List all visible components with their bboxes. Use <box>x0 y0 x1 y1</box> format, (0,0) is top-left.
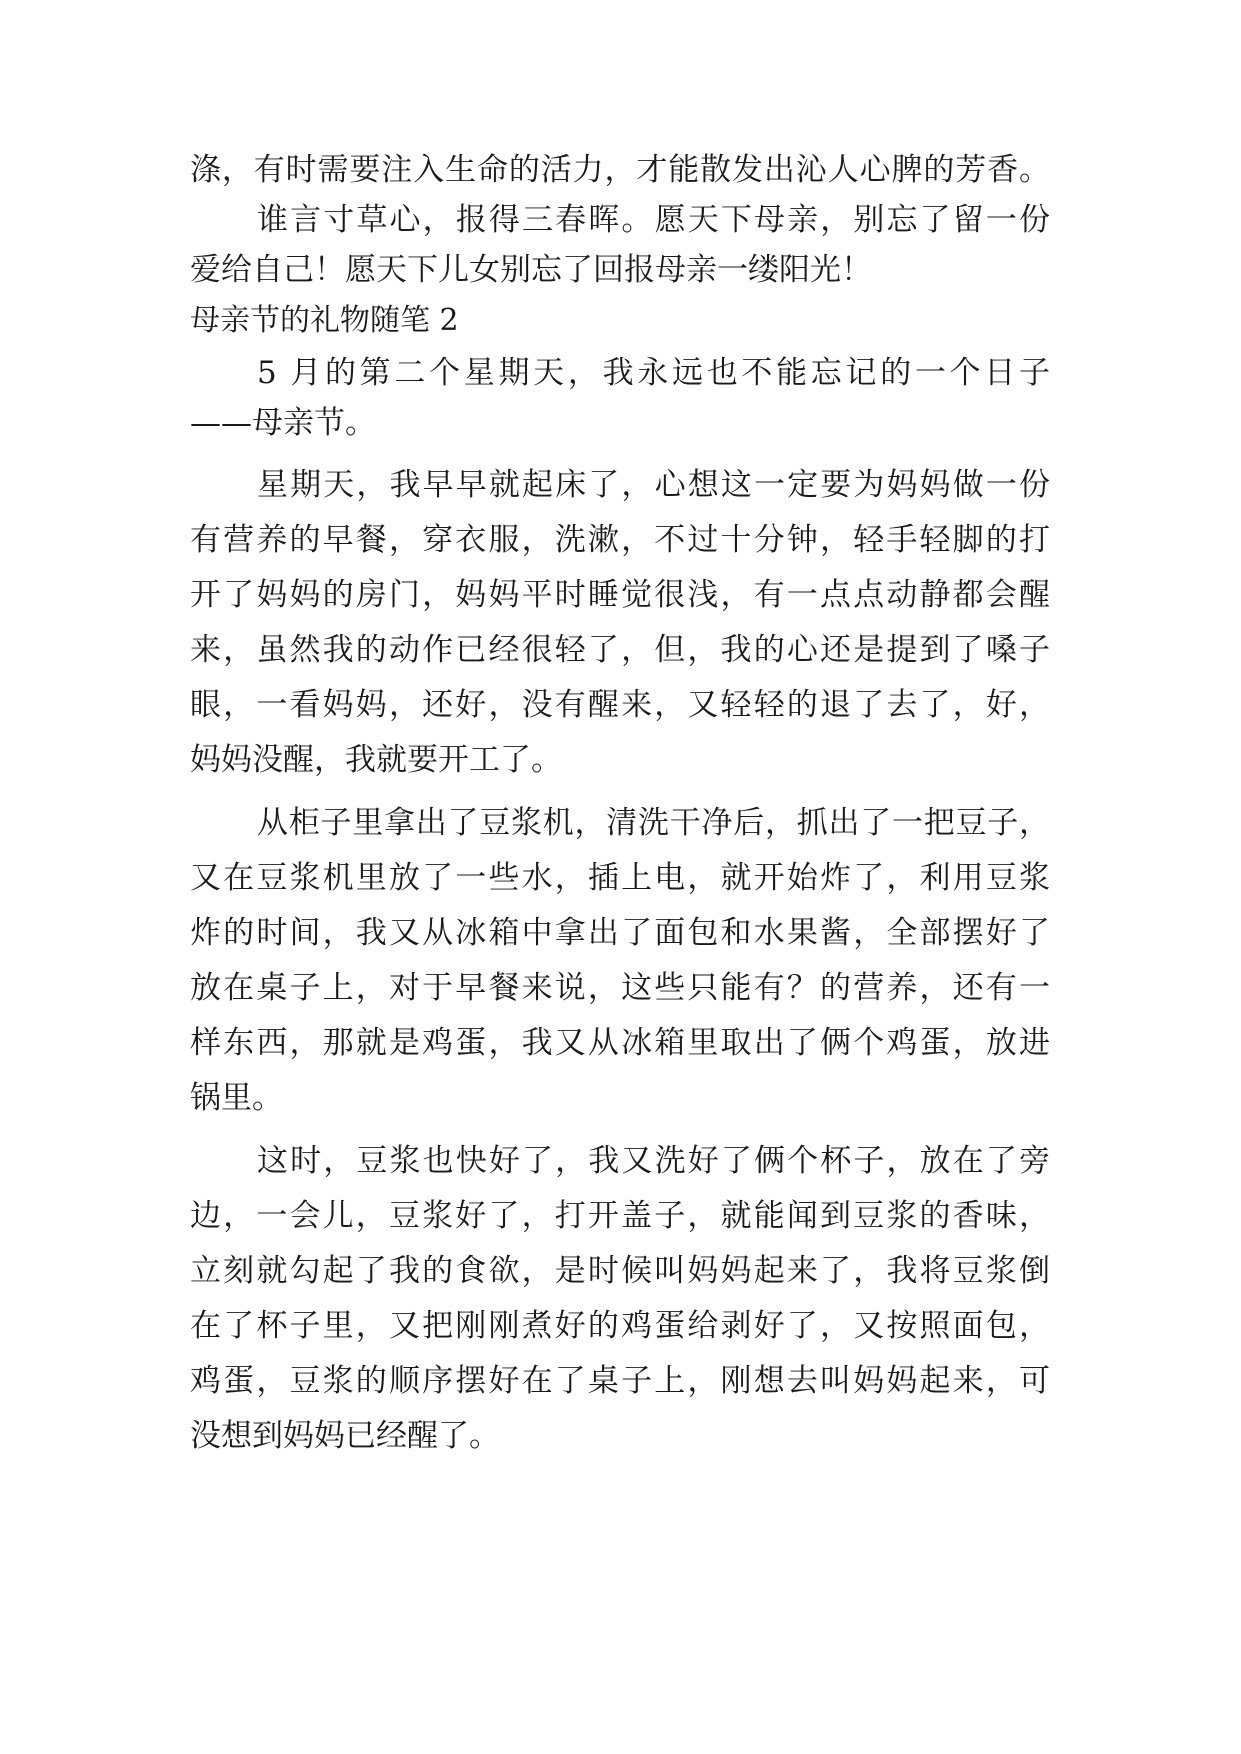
paragraph-line: 没想到妈妈已经醒了。 <box>190 1418 500 1454</box>
paragraph-line: 有营养的早餐，穿衣服，洗漱，不过十分钟，轻手轻脚的打 <box>190 522 1050 558</box>
paragraph-line: 立刻就勾起了我的食欲，是时候叫妈妈起来了，我将豆浆倒 <box>190 1253 1050 1289</box>
paragraph-line: 来，虽然我的动作已经很轻了，但，我的心还是提到了嗓子 <box>190 632 1050 668</box>
paragraph-line: 眼，一看妈妈，还好，没有醒来，又轻轻的退了去了，好， <box>190 687 1050 723</box>
paragraph-line: 鸡蛋，豆浆的顺序摆好在了桌子上，刚想去叫妈妈起来，可 <box>190 1363 1050 1399</box>
paragraph-line: 在了杯子里，又把刚刚煮好的鸡蛋给剥好了，又按照面包， <box>190 1308 1050 1344</box>
paragraph-line: 爱给自己！愿天下儿女别忘了回报母亲一缕阳光！ <box>190 252 872 288</box>
paragraph-line: 边，一会儿，豆浆好了，打开盖子，就能闻到豆浆的香味， <box>190 1198 1050 1234</box>
paragraph-line: 5 月的第二个星期天，我永远也不能忘记的一个日子 <box>257 355 1050 391</box>
paragraph-line: 从柜子里拿出了豆浆机，清洗干净后，抓出了一把豆子， <box>257 805 1050 841</box>
paragraph-line: 星期天，我早早就起床了，心想这一定要为妈妈做一份 <box>257 467 1050 503</box>
paragraph-line: 样东西，那就是鸡蛋，我又从冰箱里取出了俩个鸡蛋，放进 <box>190 1025 1050 1061</box>
paragraph-line: 这时，豆浆也快好了，我又洗好了俩个杯子，放在了旁 <box>257 1143 1050 1179</box>
section-title: 母亲节的礼物随笔 2 <box>190 303 459 338</box>
paragraph-line: ——母亲节。 <box>190 405 376 441</box>
paragraph-line: 开了妈妈的房门，妈妈平时睡觉很浅，有一点点动静都会醒 <box>190 577 1050 613</box>
paragraph-line: 涤，有时需要注入生命的活力，才能散发出沁人心脾的芳香。 <box>190 152 1050 188</box>
paragraph-line: 谁言寸草心，报得三春晖。愿天下母亲，别忘了留一份 <box>257 202 1050 238</box>
paragraph-line: 妈妈没醒，我就要开工了。 <box>190 742 562 778</box>
paragraph-line: 锅里。 <box>190 1080 283 1116</box>
paragraph-line: 放在桌子上，对于早餐来说，这些只能有？的营养，还有一 <box>190 970 1050 1006</box>
paragraph-line: 炸的时间，我又从冰箱中拿出了面包和水果酱，全部摆好了 <box>190 915 1050 951</box>
paragraph-line: 又在豆浆机里放了一些水，插上电，就开始炸了，利用豆浆 <box>190 860 1050 896</box>
